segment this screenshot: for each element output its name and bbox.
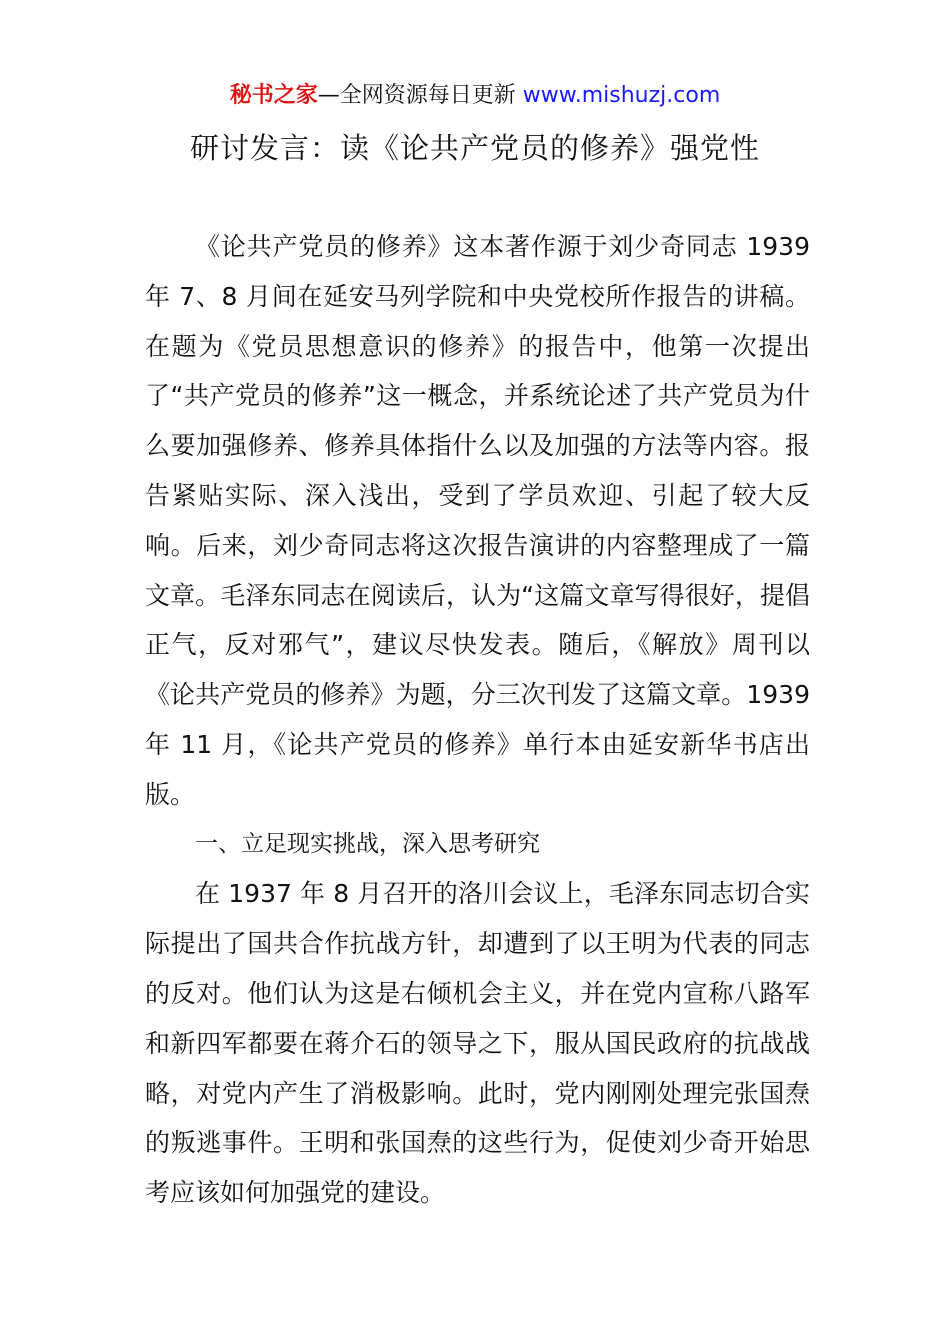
brand-name: 秘书之家: [229, 83, 318, 108]
intro-paragraph: 《论共产党员的修养》这本著作源于刘少奇同志 1939 年 7、8 月间在延安马列学院和中央党校所作报告的讲稿。在题为《党员思想意识的修养》的报告中，他第一次提出了“共产党员的修养”这一概念，并系统论述了共产党员为什么要加强修养、修养具体指什么以及加强的方法等内容。报告紧贴实际、深入浅出，受到了学员欢迎、引起了较大反响。后来，刘少奇同志将这次报告演讲的内容整理成了一篇文章。毛泽东同志在阅读后，认为“这篇文章写得很好，提倡正气，反对邪气”，建议尽快发表。随后，《解放》周刊以《论共产党员的修养》为题，分三次刊发了这篇文章。1939 年 11 月，《论共产党员的修养》单行本由延安新华书店出版。: [145, 232, 810, 809]
section-heading: 一、立足现实挑战，深入思考研究: [195, 830, 540, 857]
document-title: 研讨发言：读《论共产党员的修养》强党性: [189, 131, 760, 165]
site-tagline: —全网资源每日更新: [317, 83, 523, 108]
site-url-link[interactable]: www.mishuzj.com: [522, 83, 721, 108]
site-header: [0, 80, 950, 112]
section-paragraph: 在 1937 年 8 月召开的洛川会议上，毛泽东同志切合实际提出了国共合作抗战方针，却遭到了以王明为代表的同志的反对。他们认为这是右倾机会主义，并在党内宣称八路军和新四军都要在蒋介石的领导之下，服从国民政府的抗战战略，对党内产生了消极影响。此时，党内刚刚处理完张国焘的叛逃事件。王明和张国焘的这些行为，促使刘少奇开始思考应该如何加强党的建设。: [145, 879, 810, 1208]
document-body: [145, 222, 810, 1218]
